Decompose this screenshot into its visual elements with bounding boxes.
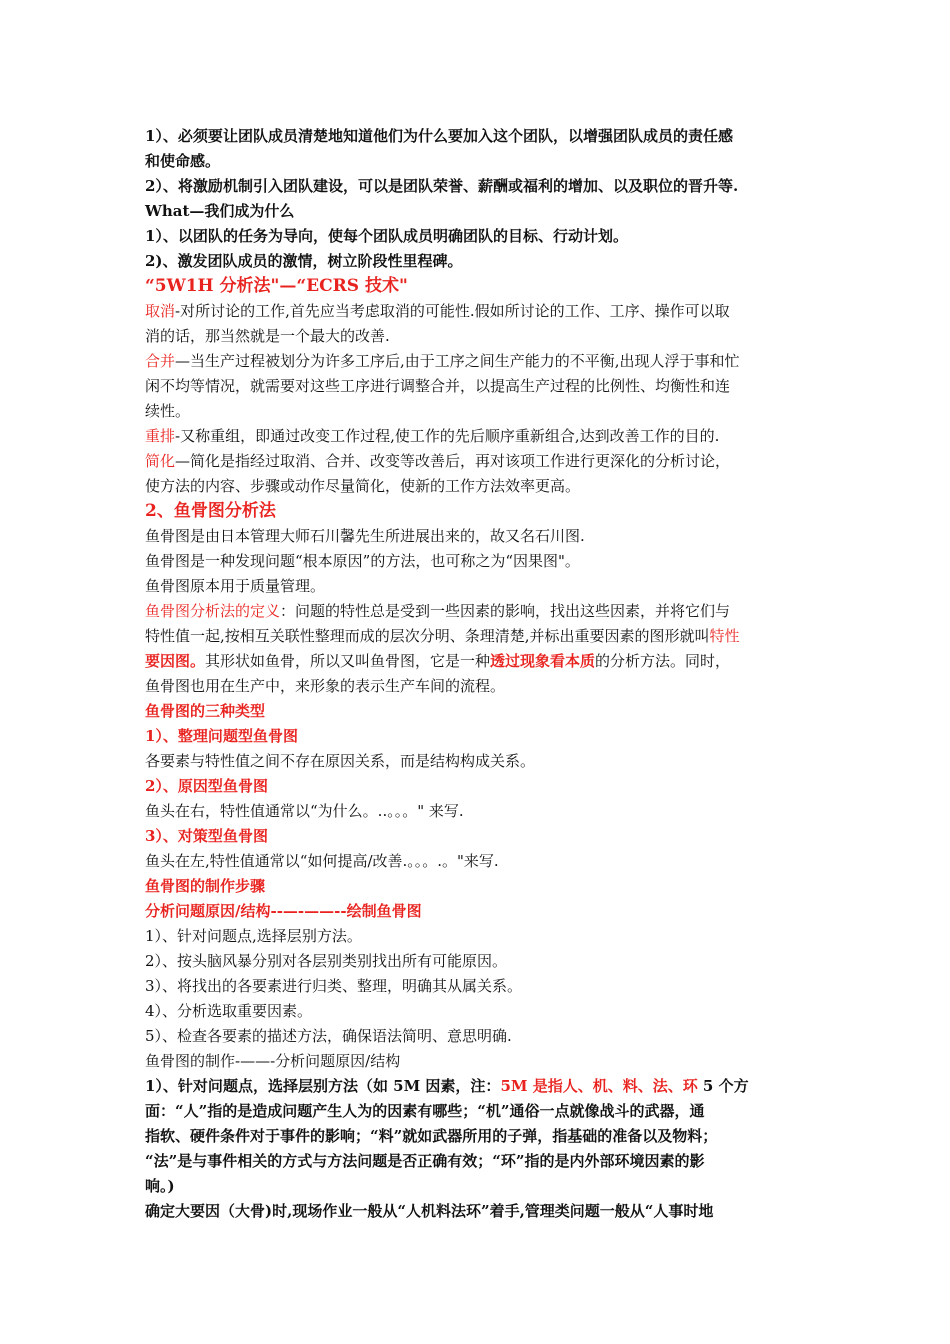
- text-line: [145, 374, 810, 399]
- text-run: 2）、将激励机制引入团队建设，可以是团队荣誉、薪酬或福利的增加、以及职位的晋升等.: [145, 177, 739, 195]
- text-line: [145, 674, 810, 699]
- highlight-text: 鱼骨图分析法的定义: [145, 602, 281, 620]
- text-run: 使方法的内容、步骤或动作尽量简化，使新的工作方法效率更高。: [145, 477, 581, 495]
- text-line: [145, 1199, 810, 1224]
- text-line: [145, 174, 810, 199]
- highlight-text: 透过现象看本质: [490, 652, 596, 670]
- text-run: 鱼骨图是由日本管理大师石川馨先生所进展出来的，故又名石川图.: [145, 527, 585, 545]
- text-line: [145, 1099, 810, 1124]
- text-run: 鱼骨图也用在生产中，来形象的表示生产车间的流程。: [145, 677, 506, 695]
- text-run: —当生产过程被划分为许多工序后,由于工序之间生产能力的不平衡,出现人浮于事和忙: [175, 352, 740, 370]
- text-line: [145, 199, 810, 224]
- text-line: [145, 249, 810, 274]
- text-line: [145, 274, 810, 299]
- text-run: -对所讨论的工作,首先应当考虑取消的可能性.假如所讨论的工作、工序、操作可以取: [175, 302, 730, 320]
- text-run: ：问题的特性总是受到一些因素的影响，找出这些因素，并将它们与: [280, 602, 731, 620]
- text-line: [145, 149, 810, 174]
- text-run: 特性值一起,按相互关联性整理而成的层次分明、条理清楚,并标出重要因素的图形就叫: [145, 627, 710, 645]
- text-run: 鱼骨图的制作-——-分析问题原因/结构: [145, 1052, 401, 1070]
- highlight-text: 简化: [145, 452, 176, 470]
- highlight-text: 5M 是指人、机、料、法、环: [500, 1077, 698, 1095]
- text-line: [145, 524, 810, 549]
- text-run: 和使命感。: [145, 152, 221, 170]
- text-run: 4）、分析选取重要因素。: [145, 1002, 313, 1020]
- text-line: [145, 399, 810, 424]
- text-line: [145, 999, 810, 1024]
- text-line: [145, 1149, 810, 1174]
- highlight-text: 要因图。: [145, 652, 206, 670]
- text-line: [145, 624, 810, 649]
- text-line: [145, 824, 810, 849]
- text-line: [145, 424, 810, 449]
- text-run: “法”是与事件相关的方式与方法问题是否正确有效；“环”指的是内外部环境因素的影: [145, 1152, 705, 1170]
- text-line: [145, 774, 810, 799]
- document-body: [145, 124, 810, 1224]
- highlight-text: 2、鱼骨图分析法: [145, 501, 276, 521]
- text-line: [145, 124, 810, 149]
- text-run: What—我们成为什么: [145, 202, 295, 220]
- text-line: [145, 749, 810, 774]
- text-run: 鱼骨图是一种发现问题“根本原因”的方法，也可称之为“因果图"。: [145, 552, 580, 570]
- text-run: 鱼骨图原本用于质量管理。: [145, 577, 326, 595]
- text-run: 面：“人”指的是造成问题产生人为的因素有哪些；“机”通俗一点就像战斗的武器，通: [145, 1102, 705, 1120]
- text-line: [145, 349, 810, 374]
- text-line: [145, 1124, 810, 1149]
- text-run: 的分析方法。同时，: [595, 652, 731, 670]
- text-line: [145, 574, 810, 599]
- text-run: 消的话，那当然就是一个最大的改善.: [145, 327, 390, 345]
- highlight-text: 取消: [145, 302, 176, 320]
- text-run: 续性。: [145, 402, 191, 420]
- text-run: 5 个方: [697, 1077, 749, 1095]
- text-run: 2）、按头脑风暴分别对各层别类别找出所有可能原因。: [145, 952, 508, 970]
- text-run: 鱼头在左,特性值通常以“如何提高/改善.。。。.。"来写.: [145, 852, 499, 870]
- highlight-text: 分析问题原因/结构--—-——--绘制鱼骨图: [145, 902, 422, 920]
- text-line: [145, 699, 810, 724]
- text-line: [145, 474, 810, 499]
- text-line: [145, 899, 810, 924]
- text-line: [145, 599, 810, 624]
- text-run: 2)、激发团队成员的激情，树立阶段性里程碑。: [145, 252, 463, 270]
- highlight-text: 鱼骨图的三种类型: [145, 702, 266, 720]
- text-run: 1）、针对问题点,选择层别方法。: [145, 927, 362, 945]
- text-line: [145, 1049, 810, 1074]
- text-line: [145, 974, 810, 999]
- text-line: [145, 649, 810, 674]
- text-run: 闲不均等情况，就需要对这些工序进行调整合并，以提高生产过程的比例性、均衡性和连: [145, 377, 731, 395]
- text-line: [145, 924, 810, 949]
- text-run: 响。): [145, 1177, 175, 1195]
- text-line: [145, 499, 810, 524]
- text-line: [145, 449, 810, 474]
- highlight-text: 鱼骨图的制作步骤: [145, 877, 266, 895]
- text-run: 鱼头在右，特性值通常以“为什么。..。。。" 来写.: [145, 802, 464, 820]
- highlight-text: 1）、整理问题型鱼骨图: [145, 727, 298, 745]
- highlight-text: 合并: [145, 352, 176, 370]
- text-line: [145, 874, 810, 899]
- text-line: [145, 1174, 810, 1199]
- text-run: 1）、针对问题点，选择层别方法（如 5M 因素，注：: [145, 1077, 501, 1095]
- highlight-text: 3）、对策型鱼骨图: [145, 827, 268, 845]
- text-run: 3）、将找出的各要素进行归类、整理，明确其从属关系。: [145, 977, 523, 995]
- text-run: 1）、以团队的任务为导向，使每个团队成员明确团队的目标、行动计划。: [145, 227, 628, 245]
- text-line: [145, 324, 810, 349]
- text-line: [145, 799, 810, 824]
- text-run: -又称重组，即通过改变工作过程,使工作的先后顺序重新组合,达到改善工作的目的.: [175, 427, 720, 445]
- text-line: [145, 949, 810, 974]
- text-line: [145, 224, 810, 249]
- text-run: 指软、硬件条件对于事件的影响；“料”就如武器所用的子弹，指基础的准备以及物料；: [145, 1127, 718, 1145]
- text-run: 1）、必须要让团队成员清楚地知道他们为什么要加入这个团队，以增强团队成员的责任感: [145, 127, 733, 145]
- text-run: 其形状如鱼骨，所以又叫鱼骨图，它是一种: [205, 652, 491, 670]
- text-line: [145, 549, 810, 574]
- text-run: 确定大要因（大骨)时,现场作业一般从“人机料法环”着手,管理类问题一般从“人事时地: [145, 1202, 714, 1220]
- highlight-text: 特性: [709, 627, 740, 645]
- highlight-text: “5W1H 分析法"—“ECRS 技术": [145, 276, 408, 296]
- highlight-text: 2）、原因型鱼骨图: [145, 777, 268, 795]
- text-run: 各要素与特性值之间不存在原因关系，而是结构构成关系。: [145, 752, 536, 770]
- text-line: [145, 1024, 810, 1049]
- text-line: [145, 724, 810, 749]
- highlight-text: 重排: [145, 427, 176, 445]
- text-run: —简化是指经过取消、合并、改变等改善后，再对该项工作进行更深化的分析讨论，: [175, 452, 731, 470]
- text-run: 5）、检查各要素的描述方法，确保语法简明、意思明确.: [145, 1027, 512, 1045]
- text-line: [145, 1074, 810, 1099]
- text-line: [145, 299, 810, 324]
- text-line: [145, 849, 810, 874]
